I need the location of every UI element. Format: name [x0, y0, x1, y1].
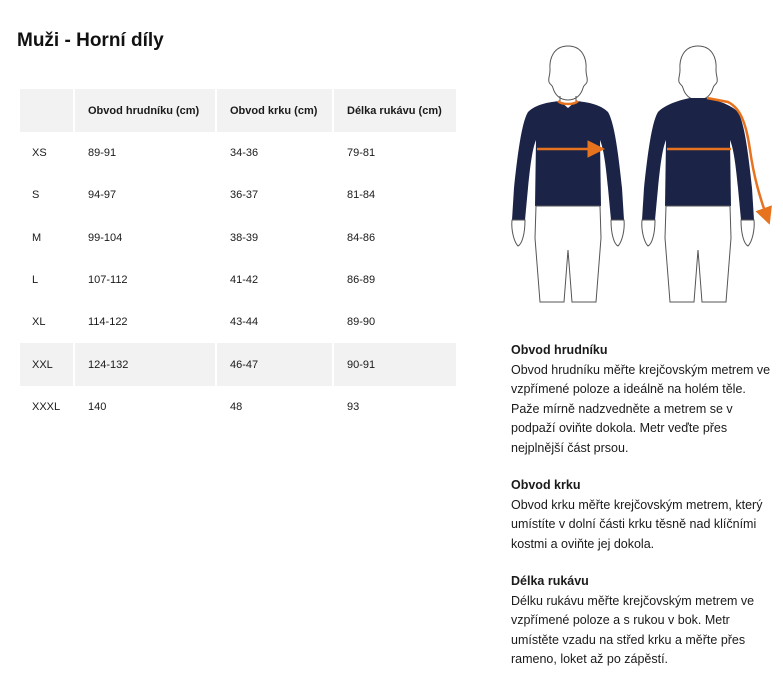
size-cell: XL — [20, 301, 73, 343]
table-row — [20, 174, 456, 216]
neck-cell: 36-37 — [217, 174, 332, 216]
neck-cell: 46-47 — [217, 343, 332, 385]
sleeve-guide-heading: Délka rukávu — [511, 574, 589, 588]
sleeve-cell: 90-91 — [334, 343, 456, 385]
neck-measure-line — [558, 101, 578, 104]
table-header-row — [20, 89, 456, 132]
size-cell: S — [20, 174, 73, 216]
neck-guide-section — [511, 476, 776, 554]
neck-cell: 41-42 — [217, 259, 332, 301]
size-cell: XS — [20, 132, 73, 174]
sleeve-cell: 84-86 — [334, 217, 456, 259]
table-row — [20, 132, 456, 174]
chest-guide-section — [511, 341, 776, 458]
sleeve-cell: 93 — [334, 386, 456, 428]
chest-guide-heading: Obvod hrudníku — [511, 343, 608, 357]
neck-cell: 43-44 — [217, 301, 332, 343]
header-size — [20, 89, 73, 132]
neck-cell: 34-36 — [217, 132, 332, 174]
sleeve-guide-section — [511, 572, 776, 670]
header-chest: Obvod hrudníku (cm) — [75, 89, 215, 132]
sleeve-cell: 86-89 — [334, 259, 456, 301]
size-cell: XXXL — [20, 386, 73, 428]
sleeve-guide-text: Délku rukávu měřte krejčovským metrem ve vzpřímené poloze a s rukou v bok. Metr umístěte vzadu na střed krku a měřte přes rameno, loket až po zápěstí. — [511, 593, 755, 666]
header-neck: Obvod krku (cm) — [217, 89, 332, 132]
sleeve-cell: 89-90 — [334, 301, 456, 343]
front-figure-icon — [512, 46, 624, 302]
measurement-illustration — [500, 38, 783, 306]
measurement-guide — [511, 341, 776, 688]
table-row — [20, 217, 456, 259]
neck-guide-text: Obvod krku měřte krejčovským metrem, který umístíte v dolní části krku těsně nad klíčními kostmi a oviňte jej dokola. — [511, 497, 763, 551]
page-title: Muži - Horní díly — [17, 30, 164, 51]
neck-guide-heading: Obvod krku — [511, 478, 581, 492]
size-cell: M — [20, 217, 73, 259]
header-sleeve: Délka rukávu (cm) — [334, 89, 456, 132]
sleeve-cell: 79-81 — [334, 132, 456, 174]
table-row — [20, 386, 456, 428]
neck-cell: 48 — [217, 386, 332, 428]
size-chart-table — [18, 89, 458, 428]
chest-cell: 124-132 — [75, 343, 215, 385]
table-row — [20, 259, 456, 301]
table-row — [20, 301, 456, 343]
chest-cell: 99-104 — [75, 217, 215, 259]
size-cell: L — [20, 259, 73, 301]
neck-cell: 38-39 — [217, 217, 332, 259]
chest-cell: 107-112 — [75, 259, 215, 301]
sleeve-cell: 81-84 — [334, 174, 456, 216]
back-figure-icon — [642, 46, 768, 302]
chest-cell: 89-91 — [75, 132, 215, 174]
chest-cell: 94-97 — [75, 174, 215, 216]
chest-cell: 114-122 — [75, 301, 215, 343]
size-cell: XXL — [20, 343, 73, 385]
chest-cell: 140 — [75, 386, 215, 428]
chest-guide-text: Obvod hrudníku měřte krejčovským metrem ve vzpřímené poloze a ideálně na holém těle. Paže mírně nadzvedněte a metrem se v podpaží oviňte dokola. Metr veďte přes nejplnější část prsou. — [511, 362, 771, 455]
table-row — [20, 343, 456, 385]
